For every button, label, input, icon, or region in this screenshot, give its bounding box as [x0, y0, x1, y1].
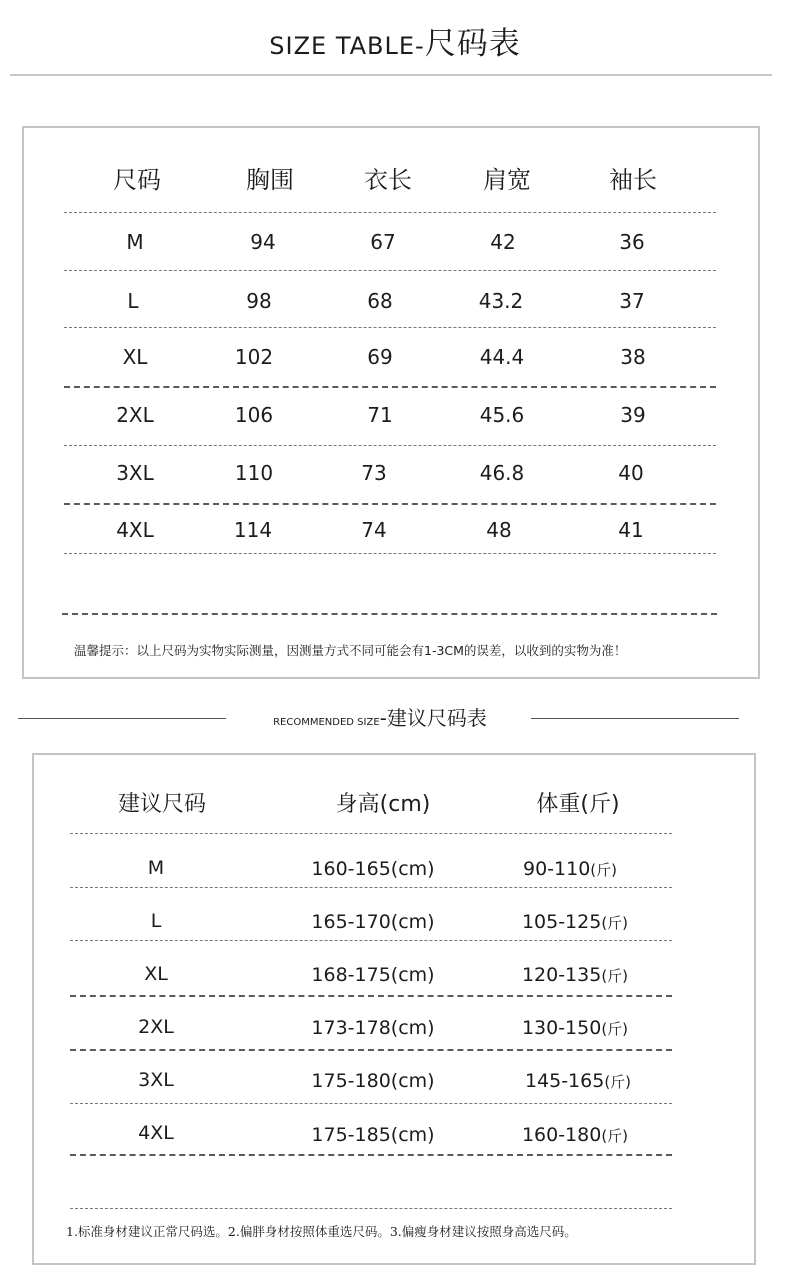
- rec-row-3xl-weight-value: 145-165: [524, 1070, 605, 1092]
- page-title: [0, 18, 790, 63]
- rec-row-4xl-height-unit: (cm): [390, 1124, 435, 1146]
- size-table-divider: [64, 386, 716, 388]
- rec-row-2xl-height-value: 173-178: [311, 1017, 391, 1039]
- rec-row-m-size: M: [147, 857, 165, 879]
- rec-row-xl-weight-value: 120-135: [521, 964, 602, 986]
- size-row-xl-size: XL: [122, 345, 148, 369]
- size-row-m-chest: 94: [250, 230, 276, 254]
- rec-header-weight: 体重(斤): [536, 792, 620, 817]
- size-header-size: 尺码: [113, 166, 161, 194]
- rec-row-2xl-weight-value: 130-150: [521, 1017, 602, 1039]
- rec-header-size: 建议尺码: [117, 792, 206, 817]
- rec-row-4xl-weight-unit: (斤): [601, 1127, 629, 1145]
- rec-row-3xl-height-unit: (cm): [390, 1070, 435, 1092]
- recommended-heading-chinese: -建议尺码表: [379, 706, 487, 730]
- rec-table-divider: [70, 1103, 672, 1104]
- rec-row-2xl-weight-unit: (斤): [601, 1020, 629, 1038]
- title-chinese: 尺码表: [424, 26, 521, 62]
- rec-row-xl-weight-unit: (斤): [601, 967, 629, 985]
- size-header-sleeve: 袖长: [609, 166, 657, 194]
- size-row-xl-length: 69: [367, 345, 393, 369]
- size-row-3xl-shoulder: 46.8: [479, 461, 525, 485]
- rec-row-l-height-unit: (cm): [390, 911, 435, 933]
- rec-row-4xl-height-value: 175-185: [311, 1124, 391, 1146]
- rec-header-height: 身高(cm): [335, 792, 431, 817]
- size-row-4xl-size: 4XL: [116, 518, 154, 542]
- recommended-heading-rule-right: [531, 718, 739, 719]
- rec-row-m-height-unit: (cm): [390, 858, 435, 880]
- rec-row-4xl-height: [298, 1124, 448, 1146]
- rec-row-m-height-value: 160-165: [311, 858, 391, 880]
- size-row-2xl-length: 71: [367, 403, 393, 427]
- size-table-divider: [64, 553, 716, 554]
- rec-row-2xl-height-unit: (cm): [390, 1017, 435, 1039]
- size-table-divider: [64, 212, 716, 213]
- size-row-3xl-size: 3XL: [116, 461, 154, 485]
- size-header-shoulder: 肩宽: [483, 166, 531, 194]
- rec-row-xl-size: XL: [144, 963, 168, 985]
- rec-row-l-weight-unit: (斤): [601, 914, 629, 932]
- size-table-divider: [64, 503, 716, 505]
- rec-row-l-size: L: [150, 910, 162, 932]
- size-row-4xl-shoulder: 48: [486, 518, 512, 542]
- rec-row-2xl-size: 2XL: [138, 1016, 174, 1038]
- measurement-tip: 温馨提示：以上尺码为实物实际测量，因测量方式不同可能会有1-3CM的误差，以收到的实物为准！: [74, 643, 627, 658]
- rec-row-xl-height-unit: (cm): [390, 964, 435, 986]
- size-row-m-size: M: [126, 230, 144, 254]
- size-row-2xl-sleeve: 39: [620, 403, 646, 427]
- rec-table-bottom-divider: [70, 1208, 672, 1209]
- rec-row-m-weight: [500, 858, 640, 880]
- size-row-4xl-sleeve: 41: [618, 518, 644, 542]
- size-selection-advice: 1.标准身材建议正常尺码选。2.偏胖身材按照体重选尺码。3.偏瘦身材建议按照身高选尺码。: [66, 1224, 577, 1239]
- size-row-xl-shoulder: 44.4: [479, 345, 525, 369]
- rec-row-4xl-size: 4XL: [138, 1122, 174, 1144]
- rec-row-3xl-size: 3XL: [138, 1069, 174, 1091]
- rec-row-2xl-height: [298, 1017, 448, 1039]
- rec-table-divider: [70, 995, 672, 997]
- size-row-3xl-length: 73: [361, 461, 387, 485]
- rec-row-xl-height: [298, 964, 448, 986]
- rec-row-3xl-height-value: 175-180: [311, 1070, 391, 1092]
- recommended-heading-english: RECOMMENDED SIZE: [273, 717, 380, 728]
- size-row-m-sleeve: 36: [619, 230, 645, 254]
- rec-row-l-height: [298, 911, 448, 933]
- size-header-chest: 胸围: [246, 166, 294, 194]
- rec-table-divider: [70, 1049, 672, 1051]
- rec-row-4xl-weight-value: 160-180: [521, 1124, 602, 1146]
- rec-table-divider: [70, 833, 672, 834]
- rec-row-xl-height-value: 168-175: [311, 964, 391, 986]
- size-row-2xl-chest: 106: [234, 403, 274, 427]
- size-row-3xl-sleeve: 40: [618, 461, 644, 485]
- rec-row-m-weight-unit: (斤): [590, 861, 618, 879]
- rec-row-xl-weight: [505, 964, 645, 986]
- rec-row-3xl-height: [298, 1070, 448, 1092]
- size-row-l-length: 68: [367, 289, 393, 313]
- rec-row-l-weight: [505, 911, 645, 933]
- size-table-divider: [64, 270, 716, 271]
- rec-table-divider: [70, 1154, 672, 1156]
- rec-row-3xl-weight: [508, 1070, 648, 1092]
- size-row-l-shoulder: 43.2: [478, 289, 524, 313]
- rec-row-4xl-weight: [505, 1124, 645, 1146]
- size-row-l-sleeve: 37: [619, 289, 645, 313]
- size-row-3xl-chest: 110: [234, 461, 274, 485]
- size-row-2xl-shoulder: 45.6: [479, 403, 525, 427]
- rec-table-divider: [70, 887, 672, 888]
- size-row-xl-sleeve: 38: [620, 345, 646, 369]
- size-row-4xl-chest: 114: [233, 518, 273, 542]
- recommended-heading-rule-left: [18, 718, 226, 719]
- size-row-2xl-size: 2XL: [116, 403, 154, 427]
- rec-row-m-height: [298, 858, 448, 880]
- recommended-table-frame: [32, 753, 756, 1265]
- size-row-l-size: L: [127, 289, 139, 313]
- rec-row-3xl-weight-unit: (斤): [604, 1073, 632, 1091]
- rec-row-m-weight-value: 90-110: [522, 858, 591, 880]
- title-divider: [10, 74, 772, 76]
- size-row-m-shoulder: 42: [490, 230, 516, 254]
- size-row-xl-chest: 102: [234, 345, 274, 369]
- size-row-l-chest: 98: [246, 289, 272, 313]
- size-row-m-length: 67: [370, 230, 396, 254]
- size-row-4xl-length: 74: [361, 518, 387, 542]
- size-table-divider: [64, 445, 716, 446]
- rec-table-divider: [70, 940, 672, 941]
- size-header-length: 衣长: [364, 166, 412, 194]
- size-table-bottom-divider: [62, 613, 717, 615]
- title-english: SIZE TABLE-: [269, 32, 425, 60]
- rec-row-2xl-weight: [505, 1017, 645, 1039]
- rec-row-l-weight-value: 105-125: [521, 911, 602, 933]
- recommended-heading: [230, 702, 530, 731]
- rec-row-l-height-value: 165-170: [311, 911, 391, 933]
- size-table-divider: [64, 327, 716, 328]
